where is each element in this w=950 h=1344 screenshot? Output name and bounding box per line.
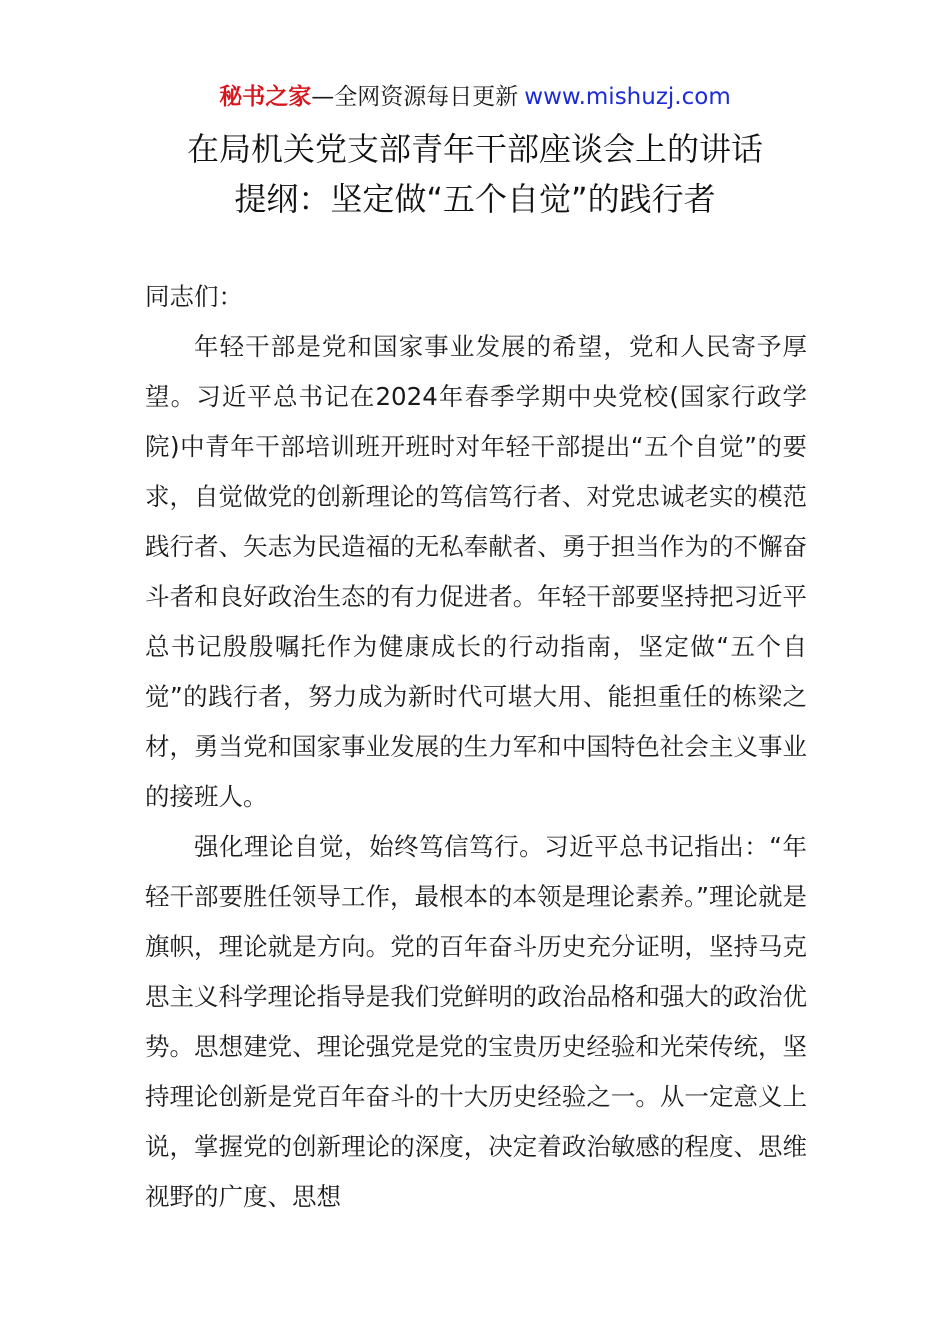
title-line-2: 提纲：坚定做“五个自觉”的践行者: [234, 180, 716, 218]
paragraph-2: 强化理论自觉，始终笃信笃行。习近平总书记指出：“年轻干部要胜任领导工作，最根本的本领是理论素养。”理论就是旗帜，理论就是方向。党的百年奋斗历史充分证明，坚持马克思主义科学理论指导是我们党鲜明的政治品格和强大的政治优势。思想建党、理论强党是党的宝贵历史经验和光荣传统，坚持理论创新是党百年奋斗的十大历史经验之一。从一定意义上说，掌握党的创新理论的深度，决定着政治敏感的程度、思维视野的广度、思想: [145, 832, 807, 1211]
site-brand: 秘书之家: [219, 84, 312, 110]
document-title: [0, 124, 950, 224]
document-body: [145, 272, 807, 1222]
site-header: [0, 80, 950, 114]
greeting: 同志们：: [145, 282, 243, 311]
paragraph-1: 年轻干部是党和国家事业发展的希望，党和人民寄予厚望。习近平总书记在2024年春季学期中央党校(国家行政学院)中青年干部培训班开班时对年轻干部提出“五个自觉”的要求，自觉做党的创新理论的笃信笃行者、对党忠诚老实的模范践行者、矢志为民造福的无私奉献者、勇于担当作为的不懈奋斗者和良好政治生态的有力促进者。年轻干部要坚持把习近平总书记殷殷嘱托作为健康成长的行动指南，坚定做“五个自觉”的践行者，努力成为新时代可堪大用、能担重任的栋梁之材，勇当党和国家事业发展的生力军和中国特色社会主义事业的接班人。: [145, 332, 807, 811]
site-tagline: —全网资源每日更新: [311, 84, 519, 110]
title-line-1: 在局机关党支部青年干部座谈会上的讲话: [186, 130, 763, 168]
site-url-link[interactable]: www.mishuzj.com: [524, 84, 731, 110]
